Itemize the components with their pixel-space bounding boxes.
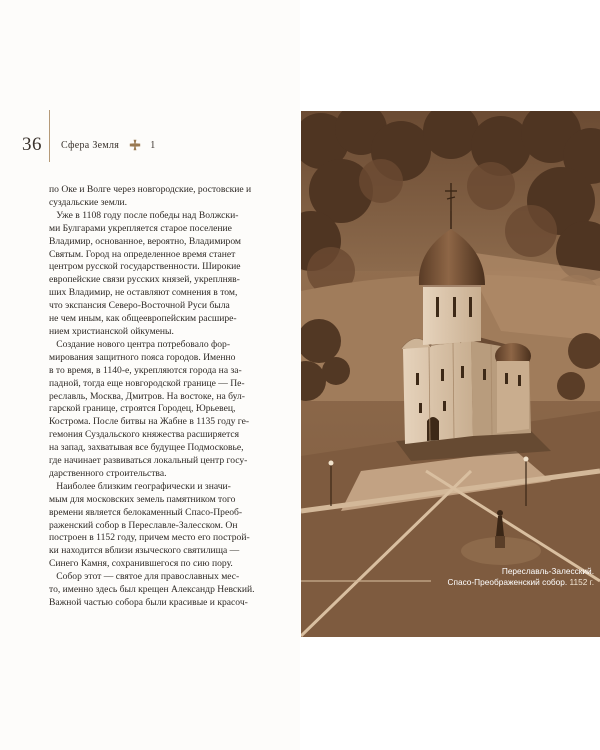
cathedral-photo xyxy=(301,111,600,637)
caption-text: Спасо-Преображенский собор. xyxy=(447,577,568,587)
caption-year: 1152 г. xyxy=(569,577,594,587)
body-text xyxy=(49,184,261,610)
text-line: европейские связи русских князей, укреплняв- xyxy=(49,274,240,286)
cross-icon xyxy=(129,139,141,151)
text-line: не чем иным, как общеевропейским расшире- xyxy=(49,313,237,325)
text-line: времени является белокаменный Спасо-Преоб- xyxy=(49,506,243,518)
text-line: построен в 1152 году, причем место его построй- xyxy=(49,532,250,544)
text-line: на запад, захватывая все будущее Подмосковье, xyxy=(49,442,244,454)
text-line: мирования защитного пояса городов. Именно xyxy=(49,351,236,363)
text-line: раженский собор в Переславле-Залесском. Он xyxy=(49,519,238,531)
text-line: мым для московских земель памятником того xyxy=(49,493,236,505)
photo-caption xyxy=(447,566,594,588)
photo-illustration xyxy=(301,111,600,637)
page-number: 36 xyxy=(22,134,42,155)
text-line: ки находится вблизи языческого святилища — xyxy=(49,545,240,557)
text-line: Создание нового центра потребовало фор- xyxy=(49,338,231,350)
caption-line-1: Переславль-Залесский. xyxy=(501,566,594,576)
text-line: нием христианской ойкумены. xyxy=(49,325,174,337)
text-line: центром русской государственности. Широкие xyxy=(49,261,241,273)
text-line: Важной частью собора были красивые и красоч- xyxy=(49,597,248,608)
text-line: суздальские земли. xyxy=(49,196,128,208)
text-line: Синего Камня, сохранившегося по сию пору. xyxy=(49,558,233,570)
text-line: ших Владимир, не оставляют сомнения в том, xyxy=(49,287,238,299)
text-line: где начинает развиваться локальный центр госу- xyxy=(49,455,248,467)
section-title: Сфера Земля xyxy=(61,139,120,151)
text-line: падной, тогда еще новгородской границе — Пе- xyxy=(49,377,245,389)
text-line: Святым. Город на определенное время станет xyxy=(49,248,236,260)
text-line: то, именно здесь был крещен Александр Невский. xyxy=(49,584,255,596)
text-line: Уже в 1108 году после победы над Волжски- xyxy=(49,209,239,221)
text-line: реславль, Москва, Дмитров. На востоке, на бул- xyxy=(49,390,245,402)
text-line: гемония Суздальского княжества расширяется xyxy=(49,429,240,441)
text-line: что экспансия Северо-Восточной Руси была xyxy=(49,300,230,312)
text-line: по Оке и Волге через новгородские, ростовские и xyxy=(49,184,252,195)
text-line: гарской границе, строятся Городец, Юрьевец, xyxy=(49,403,236,415)
text-line: ми Булгарами укрепляется старое поселение xyxy=(49,222,232,234)
running-head xyxy=(22,134,155,156)
text-line: Владимир, основанное, вероятно, Владимиром xyxy=(49,235,242,247)
caption-line-2 xyxy=(447,577,594,588)
text-line: дарственного строительства. xyxy=(49,467,167,479)
right-page xyxy=(300,0,600,750)
text-line: Кострома. После битвы на Жабне в 1135 году ге- xyxy=(49,416,250,428)
text-line: Наиболее близким географически и значи- xyxy=(49,480,231,492)
text-line: Собор этот — святое для православных мес- xyxy=(49,571,240,583)
text-line: в то время, в 1140-е, укрепляются города на за- xyxy=(49,364,242,376)
chapter-number: 1 xyxy=(150,139,156,151)
